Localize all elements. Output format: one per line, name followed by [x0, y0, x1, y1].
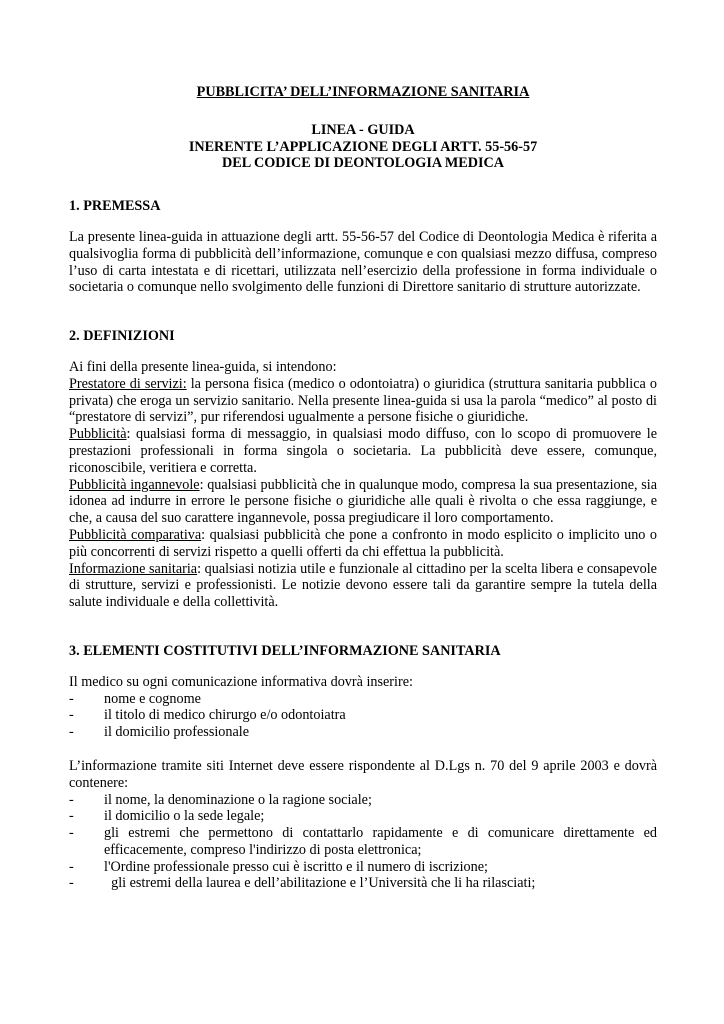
- definition-term: Prestatore di servizi:: [69, 375, 187, 392]
- list-item: [69, 859, 657, 876]
- definition-term: Pubblicità ingannevole: [69, 476, 200, 493]
- list-dash: -: [69, 791, 74, 808]
- list-item-text: nome e cognome: [104, 690, 201, 707]
- subtitle-line: LINEA - GUIDA: [311, 121, 415, 138]
- definizioni-intro: Ai fini della presente linea-guida, si intendono:: [69, 358, 337, 375]
- definition-text: : qualsiasi forma di messaggio, in qualsiasi modo diffuso, con lo scopo di promuovere le prestazioni professionali in forma singola o societaria. La pubblicità deve essere, comunque, riconoscibile, veritiera e corretta.: [69, 426, 657, 476]
- definition-text: : qualsiasi pubblicità che in qualunque modo, compresa la sua presentazione, sia idonea ad indurre in errore le persone fisiche o giuridiche alle quali è rivolta o che essa raggiunge, e che, a causa del suo carattere ingannevole, possa pregiudicare il loro comportamento.: [69, 476, 657, 527]
- required-elements-list: [69, 691, 657, 741]
- list-item-text: il nome, la denominazione o la ragione sociale;: [104, 791, 372, 808]
- section-heading-elementi: 3. ELEMENTI COSTITUTIVI DELL’INFORMAZIONE SANITARIA: [69, 642, 501, 659]
- section-heading-premessa: 1. PREMESSA: [69, 198, 161, 215]
- definition-term: Pubblicità: [69, 426, 127, 443]
- list-item: [69, 875, 657, 892]
- list-item-text: l'Ordine professionale presso cui è iscritto e il numero di iscrizione;: [104, 858, 488, 875]
- list-item-text: gli estremi della laurea e dell’abilitazione e l’Università che li ha rilasciati;: [104, 875, 536, 892]
- definition-item: [69, 527, 657, 561]
- list-item: [69, 808, 657, 825]
- elementi-intro: Il medico su ogni comunicazione informativa dovrà inserire:: [69, 673, 413, 690]
- definition-term: Pubblicità comparativa: [69, 526, 202, 543]
- list-dash: -: [69, 707, 74, 724]
- internet-intro: L’informazione tramite siti Internet deve essere rispondente al D.Lgs n. 70 del 9 aprile 2003 e dovrà contenere:: [69, 757, 657, 791]
- list-item: [69, 792, 657, 809]
- list-dash: -: [69, 875, 74, 892]
- subtitle-line: INERENTE L’APPLICAZIONE DEGLI ARTT. 55-56-57: [188, 138, 538, 155]
- definition-item: [69, 477, 657, 527]
- list-item-text: il domicilio professionale: [104, 724, 249, 741]
- premessa-paragraph: La presente linea-guida in attuazione degli artt. 55-56-57 del Codice di Deontologia Medica è riferita a qualsivoglia forma di pubblicità dell’informazione, comunque e con qualsiasi mezzo diffusa, compreso l’uso di carta intestata e di ricettari, utilizzata nell’esercizio della professione in forma individuale o societaria o comunque nello svolgimento delle funzioni di Direttore sanitario di strutture autorizzate.: [69, 228, 657, 296]
- definition-item: [69, 561, 657, 611]
- definition-item: [69, 376, 657, 426]
- subtitle-line: DEL CODICE DI DEONTOLOGIA MEDICA: [222, 155, 504, 172]
- list-item-text: il domicilio o la sede legale;: [104, 808, 265, 825]
- definition-item: [69, 426, 657, 476]
- definition-text: : qualsiasi pubblicità che pone a confronto in modo esplicito o implicito uno o più concorrenti di servizi rispetto a quelli offerti da chi effettua la pubblicità.: [69, 526, 657, 560]
- list-item: [69, 691, 657, 708]
- list-item: [69, 707, 657, 724]
- definition-text: la persona fisica (medico o odontoiatra) o giuridica (struttura sanitaria pubblica o privata) che eroga un servizio sanitario. Nella presente linea-guida si usa la parola “medico” al posto di “prestatore di servizi”, pur riferendosi ugualmente a persone fisiche o giuridiche.: [69, 375, 657, 426]
- document-page: [69, 84, 657, 892]
- list-item-text: il titolo di medico chirurgo e/o odontoiatra: [104, 707, 346, 724]
- list-item: [69, 825, 657, 859]
- internet-elements-list: [69, 792, 657, 893]
- list-dash: -: [69, 724, 74, 741]
- list-dash: -: [69, 808, 74, 825]
- definition-term: Informazione sanitaria: [69, 560, 198, 577]
- list-item: [69, 724, 657, 741]
- list-item-text: gli estremi che permettono di contattarlo rapidamente e di comunicare direttamente ed efficacemente, compreso l'indirizzo di posta elettronica;: [104, 825, 657, 858]
- list-dash: -: [69, 858, 74, 875]
- document-title: PUBBLICITA’ DELL’INFORMAZIONE SANITARIA: [196, 84, 530, 100]
- section-heading-definizioni: 2. DEFINIZIONI: [69, 328, 175, 345]
- definition-text: : qualsiasi notizia utile e funzionale al cittadino per la scelta libera e consapevole di strutture, servizi e professionisti. Le notizie devono essere tali da garantire sempre la tutela della salute individuale e della collettività.: [69, 560, 657, 611]
- document-subtitle: [69, 122, 657, 172]
- list-dash: -: [69, 825, 74, 842]
- list-dash: -: [69, 690, 74, 707]
